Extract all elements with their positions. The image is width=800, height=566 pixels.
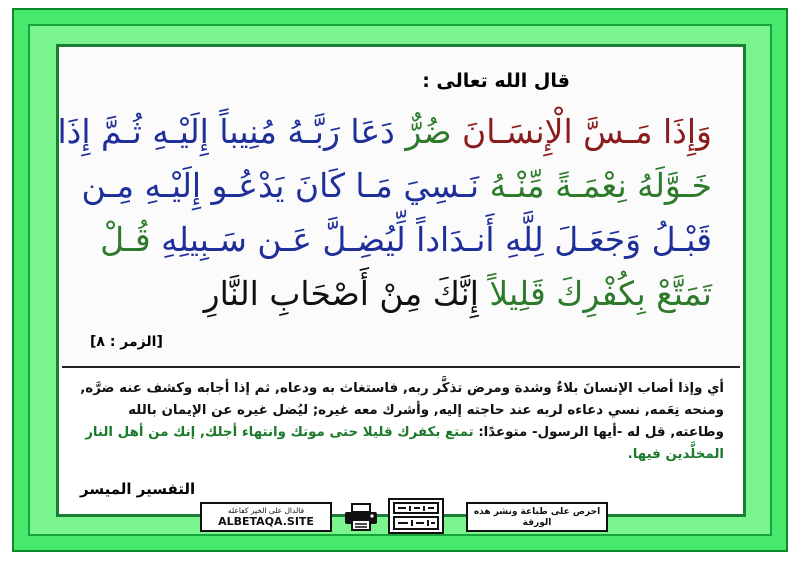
verse-segment: خَـوَّلَهُ نِعْمَـةً مِّنْـهُ [479, 166, 712, 205]
verse-segment: قُـلْ [100, 220, 151, 259]
tafsir-paragraph [80, 378, 724, 466]
verse-segment: قَبْـلُ وَجَعَـلَ لِلَّهِ أَنـدَاداً لِّيُضِـلَّ عَـن سَـبِيلِهِ [150, 220, 712, 259]
tafsir-source: التفسير الميسر [80, 480, 196, 498]
verse-reference: [الزمر : ٨] [90, 334, 163, 350]
verse-segment: نَـسِيَ مَـا كَانَ يَدْعُـو إِلَيْـهِ مِـن [81, 166, 480, 205]
site-box [200, 502, 332, 532]
print-note-box [466, 502, 608, 532]
site-url[interactable]: ALBETAQA.SITE [218, 515, 314, 528]
section-divider [62, 366, 740, 368]
verse-segment: دَعَا رَبَّـهُ مُنِيباً إِلَيْـهِ ثُـمَّ إِذَا [57, 112, 395, 151]
site-tagline: فالدال على الخير كفاعله [227, 506, 305, 515]
verse-segment: تَمَتَّعْ بِكُفْرِكَ قَلِيلاً [478, 274, 712, 313]
verse-line-2 [81, 164, 712, 208]
verse-line-1 [57, 110, 712, 154]
printer-icon [343, 502, 379, 532]
tafsir-text-highlight: تمتع بكفرك قليلا حتى موتك وانتهاء أجلك, إنك من أهل النار المخلَّدين فيها. [85, 425, 724, 462]
verse-segment: ضُرٌّ [394, 112, 452, 151]
verse-segment: إِنَّكَ مِنْ أَصْحَابِ النَّارِ [203, 274, 479, 313]
tafsir-text-main: أي وإذا أصاب الإنسانَ بلاءٌ وشدة ومرض تذكَّر ربه, فاستغاث به ودعاه, ثم إذا أجابه وكشف عنه ضرَّه, ومنحه نِعَمه, نسي دعاءه لربه عند حاجته إليه, وأشرك معه غيره; ليُضل غيره عن الإيمان بالله وطاعته, قل له -أيها الرسول- متوعدًا: [80, 381, 724, 440]
verse-line-3 [92, 218, 712, 262]
dawah-logo [388, 498, 444, 534]
print-note: احرص على طباعة ونشر هذه الورقة [473, 507, 601, 528]
verse-line-4 [92, 272, 712, 316]
verse-segment: وَإِذَا مَـسَّ الْإِنسَـانَ [451, 112, 712, 151]
intro-heading: قال الله تعالى : [422, 70, 570, 92]
